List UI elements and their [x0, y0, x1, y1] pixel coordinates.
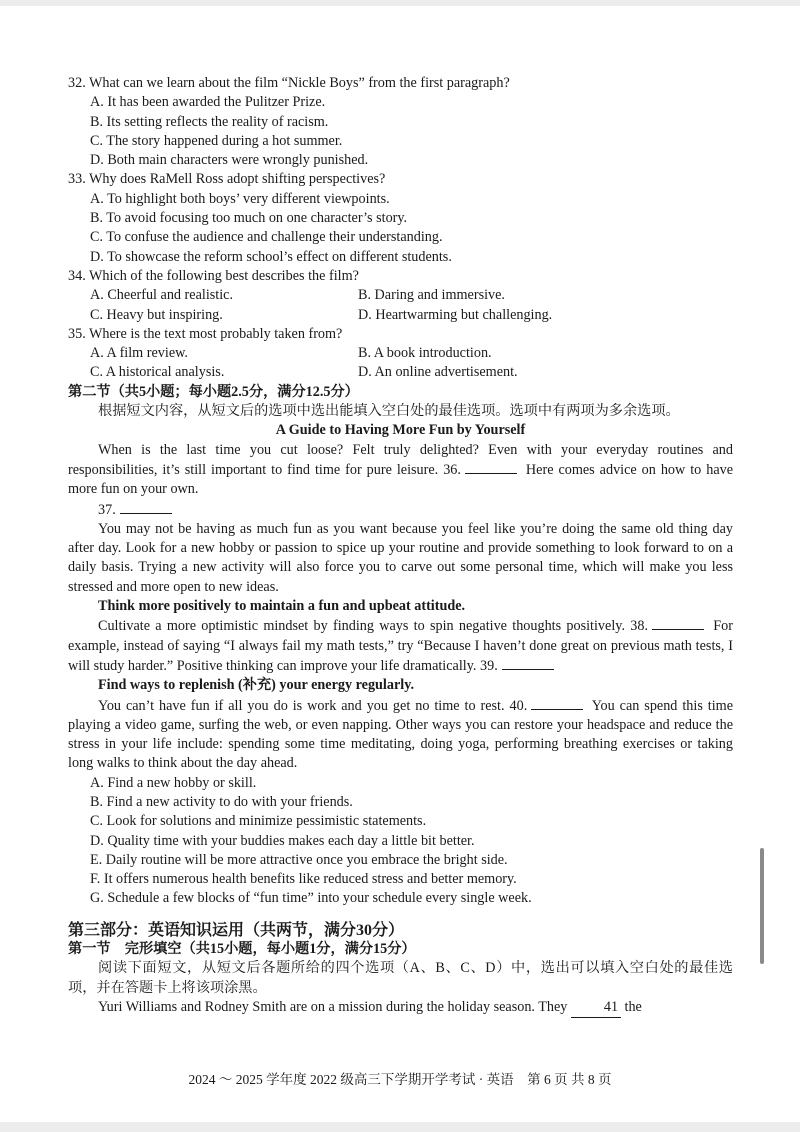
cloze-text-a: Yuri Williams and Rodney Smith are on a mission during the holiday season. They [98, 998, 568, 1015]
passage-paragraph-4 [68, 696, 733, 774]
question-33-stem: 33. Why does RaMell Ross adopt shifting perspectives? [68, 171, 386, 188]
cloze-text-b: the [624, 998, 642, 1015]
choice-option-d: D. Quality time with your buddies makes each day a little bit better. [90, 832, 475, 849]
blank-37-line [68, 500, 733, 520]
passage-paragraph-3 [68, 616, 733, 676]
blank-38 [652, 616, 704, 630]
passage-paragraph-1 [68, 441, 733, 500]
question-35-options-row-1 [68, 344, 733, 363]
question-33-option-b: B. To avoid focusing too much on one character’s story. [90, 210, 408, 227]
section-2-heading: 第二节（共5小题；每小题2.5分，满分12.5分） [68, 383, 359, 400]
question-35-option-d: D. An online advertisement. [358, 364, 518, 381]
paragraph-4-text-a: You can’t have fun if all you do is work and you get no time to rest. [98, 697, 505, 714]
choice-option-c: C. Look for solutions and minimize pessimistic statements. [90, 813, 427, 830]
paragraph-4-text-b: You can spend this time playing a video game, surfing the web, or even napping. Other ways you can restore your headspace and reduce the stress in your life include: spending some time meditating, doing yoga, performing breathing exercises or taking long walks to think about the day ahead. [68, 697, 734, 772]
question-35-option-c: C. A historical analysis. [90, 364, 225, 381]
scrollbar-thumb[interactable] [760, 848, 764, 964]
blank-36 [465, 460, 517, 474]
question-33-option-d: D. To showcase the reform school’s effect on different students. [90, 248, 452, 265]
choice-option-b: B. Find a new activity to do with your friends. [90, 793, 353, 810]
exam-page-content [68, 74, 733, 1018]
question-34-option-b: B. Daring and immersive. [358, 287, 505, 304]
blank-37 [120, 500, 172, 514]
top-edge-band [0, 0, 800, 6]
part-3-heading: 第三部分：英语知识运用（共两节，满分30分） [68, 921, 405, 939]
question-35-options-row-2 [68, 363, 733, 382]
blank-40-number: 40. [509, 697, 528, 714]
question-32-option-b: B. Its setting reflects the reality of racism. [90, 113, 329, 130]
choice-option-g: G. Schedule a few blocks of “fun time” into your schedule every single week. [90, 890, 532, 907]
blank-40 [531, 696, 583, 710]
blank-36-number: 36. [443, 461, 461, 478]
question-35-option-a: A. A film review. [90, 345, 188, 362]
blank-39-number: 39. [480, 657, 498, 674]
cloze-first-line [68, 998, 733, 1018]
paragraph-1-text-b: Here comes advice on how to have more fun on your own. [68, 461, 734, 498]
question-33-option-a: A. To highlight both boys’ very different viewpoints. [90, 190, 390, 207]
section-2-instruction: 根据短文内容，从短文后的选项中选出能填入空白处的最佳选项。选项中有两项为多余选项。 [98, 403, 680, 420]
question-34-stem: 34. Which of the following best describes the film? [68, 267, 359, 284]
part-3-section-1-heading: 第一节 完形填空（共15小题，每小题1分，满分15分） [68, 941, 416, 958]
question-32-option-a: A. It has been awarded the Pulitzer Prize. [90, 94, 326, 111]
blank-37-number: 37. [98, 501, 116, 518]
paragraph-3-text-b: For example, instead of saying “I always fail my math tests,” try “Because I haven’t done great on previous math tests, I will study harder.” Positive thinking can improve your life dramatically. [68, 618, 733, 674]
paragraph-1-text-a: When is the last time you cut loose? Felt truly delighted? Even with your everyday routines and responsibilities, it’s still important to find time for pure leisure. [68, 441, 733, 478]
question-34-option-c: C. Heavy but inspiring. [90, 306, 223, 323]
subheading-think-positively: Think more positively to maintain a fun and upbeat attitude. [98, 598, 466, 615]
blank-39 [502, 656, 554, 670]
passage-paragraph-2: You may not be having as much fun as you want because you feel like you’re doing the same old thing day after day. Look for a new hobby or passion to spice up your routine and provide something to look forward to on a daily basis. Trying a new activity will also force you to carve out some personal time, which will make you less stressed and more open to new ideas. [68, 520, 733, 595]
question-35-stem: 35. Where is the text most probably taken from? [68, 325, 343, 342]
bottom-edge-band [0, 1122, 800, 1132]
blank-41: 41 [571, 998, 621, 1018]
choice-option-f: F. It offers numerous health benefits like reduced stress and better memory. [90, 871, 517, 888]
question-34-options-row-2 [68, 306, 733, 325]
subheading-replenish-energy: Find ways to replenish (补充) your energy regularly. [98, 677, 415, 694]
blank-38-number: 38. [630, 618, 648, 635]
paragraph-3-text-a: Cultivate a more optimistic mindset by finding ways to spin negative thoughts positively. [98, 618, 625, 635]
question-33-option-c: C. To confuse the audience and challenge their understanding. [90, 229, 443, 246]
page-footer: 2024 ～ 2025 学年度 2022 级高三下学期开学考试 · 英语 第 6 页 共 8 页 [188, 1072, 612, 1087]
passage-title: A Guide to Having More Fun by Yourself [275, 422, 526, 439]
choice-option-e: E. Daily routine will be more attractive once you embrace the bright side. [90, 851, 508, 868]
question-32-stem: 32. What can we learn about the film “Nickle Boys” from the first paragraph? [68, 75, 510, 91]
question-34-option-a: A. Cheerful and realistic. [90, 287, 234, 304]
question-34-option-d: D. Heartwarming but challenging. [358, 306, 553, 323]
question-35-option-b: B. A book introduction. [358, 345, 492, 362]
choice-option-a: A. Find a new hobby or skill. [90, 774, 257, 791]
question-32-option-c: C. The story happened during a hot summer. [90, 132, 343, 149]
question-34-options-row-1 [68, 286, 733, 305]
part-3-instruction: 阅读下面短文，从短文后各题所给的四个选项（A、B、C、D）中，选出可以填入空白处的最佳选项，并在答题卡上将该项涂黑。 [68, 960, 733, 996]
question-32-option-d: D. Both main characters were wrongly punished. [90, 152, 369, 169]
